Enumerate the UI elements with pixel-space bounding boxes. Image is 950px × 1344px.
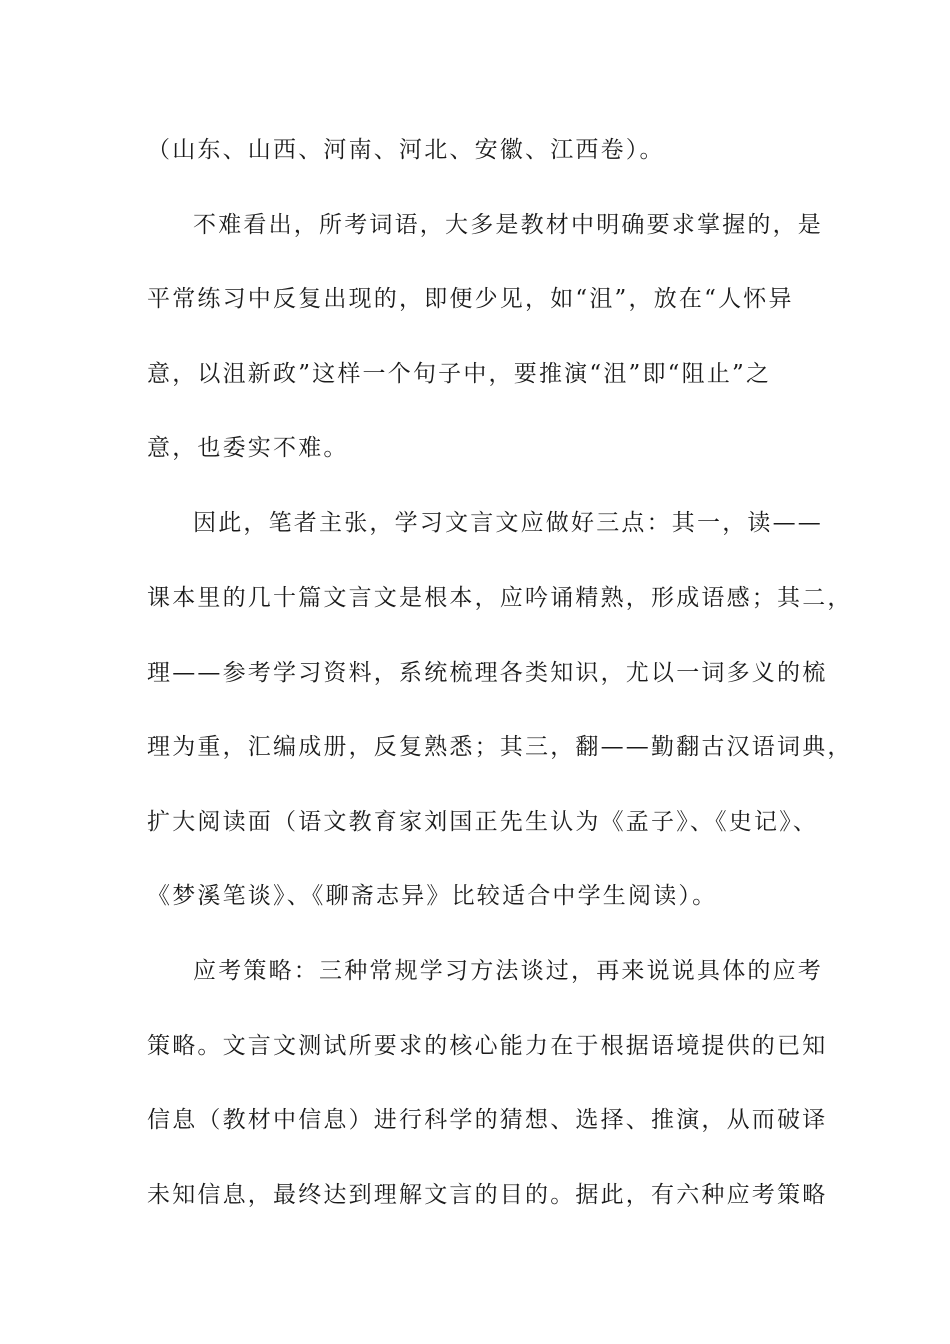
paragraph-start: 不难看出，所考词语，大多是教材中明确要求掌握的，是 xyxy=(193,212,823,238)
paragraph-start: 应考策略：三种常规学习方法谈过，再来说说具体的应考 xyxy=(193,958,823,984)
paragraph-start: 因此，笔者主张，学习文言文应做好三点：其一，读—— xyxy=(193,510,823,536)
text-line: 扩大阅读面（语文教育家刘国正先生认为《孟子》、《史记》、 xyxy=(147,809,819,835)
text-line: 理——参考学习资料，系统梳理各类知识，尤以一词多义的梳 xyxy=(147,660,828,686)
text-line: 未知信息，最终达到理解文言的目的。据此，有六种应考策略 xyxy=(147,1182,828,1208)
text-line: 意，以沮新政”这样一个句子中，要推演“沮”即“阻止”之 xyxy=(147,361,772,387)
text-line: 理为重，汇编成册，反复熟悉；其三，翻——勤翻古汉语词典， xyxy=(147,734,853,760)
text-line: 策略。文言文测试所要求的核心能力在于根据语境提供的已知 xyxy=(147,1033,828,1059)
text-line: 意，也委实不难。 xyxy=(147,435,349,461)
text-line: 平常练习中反复出现的，即便少见，如“沮”，放在“人怀异 xyxy=(147,286,794,312)
text-line: 《梦溪笔谈》、《聊斋志异》比较适合中学生阅读）。 xyxy=(147,883,718,909)
text-line: 信息（教材中信息）进行科学的猜想、选择、推演，从而破译 xyxy=(147,1107,828,1133)
text-line: 课本里的几十篇文言文是根本，应吟诵精熟，形成语感；其二， xyxy=(147,585,853,611)
text-line: （山东、山西、河南、河北、安徽、江西卷）。 xyxy=(147,137,665,163)
